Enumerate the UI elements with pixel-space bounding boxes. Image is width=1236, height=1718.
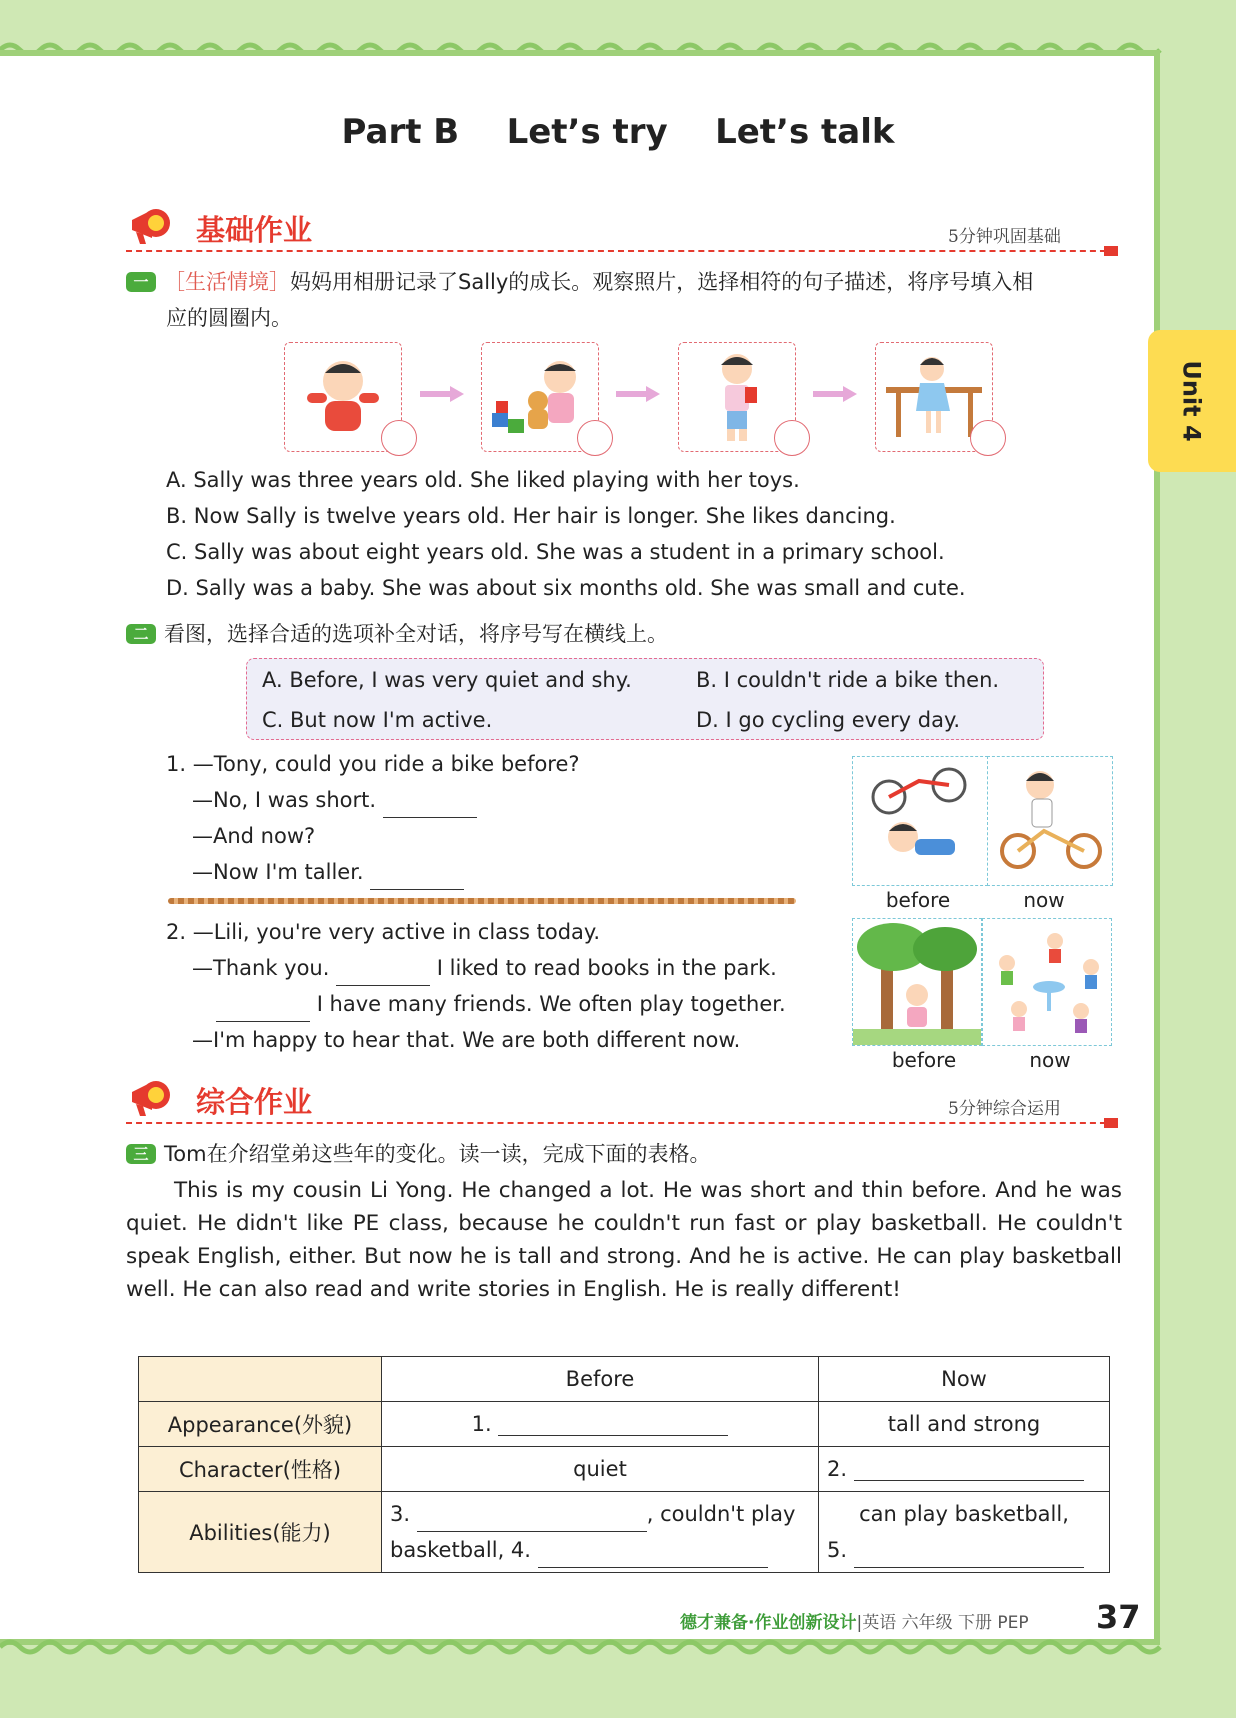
q3-passage: This is my cousin Li Yong. He changed a lot. He was short and thin before. And he was quiet. He didn't like PE class, because he couldn't run fast or play basketball. He couldn't speak English, either. But now he is tall and strong. And he is active. He can play basketball well. He can also read and write stories in English. He is really different! <box>126 1178 1122 1302</box>
option-letter: C. <box>166 540 188 564</box>
answer-blank[interactable] <box>538 1547 768 1568</box>
cell-text: , couldn't play <box>646 1502 796 1526</box>
option-letter: B. <box>696 668 718 692</box>
arrow-right-icon <box>813 386 857 402</box>
character-before-cell: quiet <box>382 1447 819 1492</box>
answer-blank[interactable] <box>498 1415 728 1436</box>
dialog-text: —No, I was short. <box>192 788 377 812</box>
megaphone-icon <box>126 198 180 248</box>
question-number-badge: 三 <box>126 1144 156 1164</box>
dialog-text: —Now I'm taller. <box>192 860 364 884</box>
question-number-badge: 二 <box>126 624 156 644</box>
answer-circle-1[interactable] <box>381 420 417 456</box>
option-text: I couldn't ride a bike then. <box>717 668 1000 692</box>
option-text: I go cycling every day. <box>718 708 961 732</box>
abilities-now-cell <box>819 1492 1110 1573</box>
option-letter: A. <box>262 668 283 692</box>
option-text: But now I'm active. <box>283 708 493 732</box>
wave-border-bottom <box>0 1637 1166 1657</box>
footer-book: 英语 六年级 下册 PEP <box>862 1613 1029 1633</box>
tony-now-image <box>987 756 1113 886</box>
answer-circle-3[interactable] <box>774 420 810 456</box>
footer-separator: | <box>856 1613 863 1633</box>
dialog-text: —Thank you. <box>192 956 330 980</box>
change-table <box>138 1356 1110 1573</box>
section-title-comprehensive: 综合作业 <box>196 1085 313 1119</box>
fallen-boy-bike-illustration <box>853 757 987 885</box>
tony-before-image <box>852 756 988 886</box>
answer-circle-4[interactable] <box>970 420 1006 456</box>
section-divider <box>126 250 1116 252</box>
page-number: 37 <box>1096 1598 1141 1636</box>
answer-blank[interactable] <box>336 963 430 986</box>
answer-blank[interactable] <box>417 1511 647 1532</box>
q2-option-b <box>696 662 999 698</box>
caption-before: before <box>885 888 951 912</box>
divider-end-mark <box>1104 246 1118 256</box>
section-subtitle-basic: 5分钟巩固基础 <box>948 227 1061 247</box>
answer-blank[interactable] <box>854 1547 1084 1568</box>
footer-info <box>680 1608 1029 1633</box>
table-header-now: Now <box>819 1357 1110 1402</box>
option-letter: D. <box>166 576 189 600</box>
character-now-cell <box>819 1447 1110 1492</box>
dialog2-line4: —I'm happy to hear that. We are both different now. <box>192 1028 741 1052</box>
rope-divider <box>168 898 796 904</box>
boy-riding-bike-illustration <box>988 757 1112 885</box>
appearance-now-cell: tall and strong <box>819 1402 1110 1447</box>
q1-option-c <box>166 534 945 570</box>
answer-circle-2[interactable] <box>577 420 613 456</box>
unit-tab-label-wrap <box>1148 330 1236 472</box>
answer-blank[interactable] <box>854 1460 1084 1481</box>
option-text: Before, I was very quiet and shy. <box>282 668 632 692</box>
q1-instruction-text: 妈妈用相册记录了Sally的成长。观察照片，选择相符的句子描述，将序号填入相 <box>290 270 1034 294</box>
q1-option-d <box>166 570 966 606</box>
q3-instruction: Tom在介绍堂弟这些年的变化。读一读，完成下面的表格。 <box>164 1142 711 1166</box>
dialog-text: I have many friends. We often play together. <box>316 992 786 1016</box>
cell-text: basketball, 4. <box>390 1538 531 1562</box>
megaphone-icon <box>126 1070 180 1120</box>
answer-blank[interactable] <box>216 999 310 1022</box>
dialog-text: I liked to read books in the park. <box>436 956 777 980</box>
table-header-empty <box>139 1357 382 1402</box>
section-title-basic: 基础作业 <box>196 213 313 247</box>
lili-before-image <box>852 918 982 1046</box>
blank-number: 2. <box>827 1457 848 1481</box>
q1-option-a <box>166 462 800 498</box>
table-header-before: Before <box>382 1357 819 1402</box>
footer-brand: 德才兼备·作业创新设计 <box>680 1613 857 1633</box>
answer-blank[interactable] <box>370 867 464 890</box>
caption-before: before <box>891 1048 957 1072</box>
option-text: Now Sally is twelve years old. Her hair is longer. She likes dancing. <box>187 504 896 528</box>
girl-reading-tree-illustration <box>853 919 981 1045</box>
caption-now: now <box>1023 888 1065 912</box>
option-letter: A. <box>166 468 187 492</box>
q1-instruction-cont: 应的圆圈内。 <box>166 306 292 330</box>
abilities-before-cell <box>382 1492 819 1573</box>
option-letter: B. <box>166 504 188 528</box>
option-text: Sally was a baby. She was about six months old. She was small and cute. <box>188 576 966 600</box>
row-label-appearance: Appearance(外貌) <box>139 1402 382 1447</box>
option-text: Sally was about eight years old. She was a student in a primary school. <box>187 540 945 564</box>
row-label-character: Character(性格) <box>139 1447 382 1492</box>
q2-option-d <box>696 702 960 738</box>
option-letter: C. <box>262 708 284 732</box>
row-label-abilities: Abilities(能力) <box>139 1492 382 1573</box>
option-letter: D. <box>696 708 719 732</box>
dialog2-line2 <box>192 950 777 986</box>
arrow-right-icon <box>420 386 464 402</box>
appearance-before-cell <box>382 1402 819 1447</box>
dialog1-line4 <box>192 854 464 890</box>
q1-instruction <box>164 264 1124 300</box>
section-divider <box>126 1122 1116 1124</box>
dialog1-line3: —And now? <box>192 824 316 848</box>
dialog1-line1: 1. —Tony, could you ride a bike before? <box>166 752 580 776</box>
blank-number: 1. <box>471 1412 492 1436</box>
q2-option-a <box>262 662 632 698</box>
q2-option-c <box>262 702 492 738</box>
q1-option-b <box>166 498 896 534</box>
blank-number: 5. <box>827 1538 848 1562</box>
dialog2-line3 <box>216 986 786 1022</box>
cell-text: can play basketball, <box>859 1502 1069 1526</box>
option-text: Sally was three years old. She liked playing with her toys. <box>186 468 800 492</box>
lili-now-image <box>982 918 1112 1046</box>
page-title: Part B Let’s try Let’s talk <box>341 112 895 152</box>
divider-end-mark <box>1104 1118 1118 1128</box>
answer-blank[interactable] <box>383 795 477 818</box>
caption-now: now <box>1029 1048 1071 1072</box>
blank-number: 3. <box>390 1502 411 1526</box>
section-subtitle-comprehensive: 5分钟综合运用 <box>948 1099 1061 1119</box>
unit-tab-label: Unit 4 <box>1177 360 1206 442</box>
dialog1-line2 <box>192 782 477 818</box>
arrow-right-icon <box>616 386 660 402</box>
question-number-badge: 一 <box>126 272 156 292</box>
kids-playing-illustration <box>983 919 1111 1045</box>
dialog2-line1: 2. —Lili, you're very active in class today. <box>166 920 600 944</box>
q1-tag: ［生活情境］ <box>164 270 290 294</box>
q2-instruction: 看图，选择合适的选项补全对话，将序号写在横线上。 <box>164 622 668 646</box>
